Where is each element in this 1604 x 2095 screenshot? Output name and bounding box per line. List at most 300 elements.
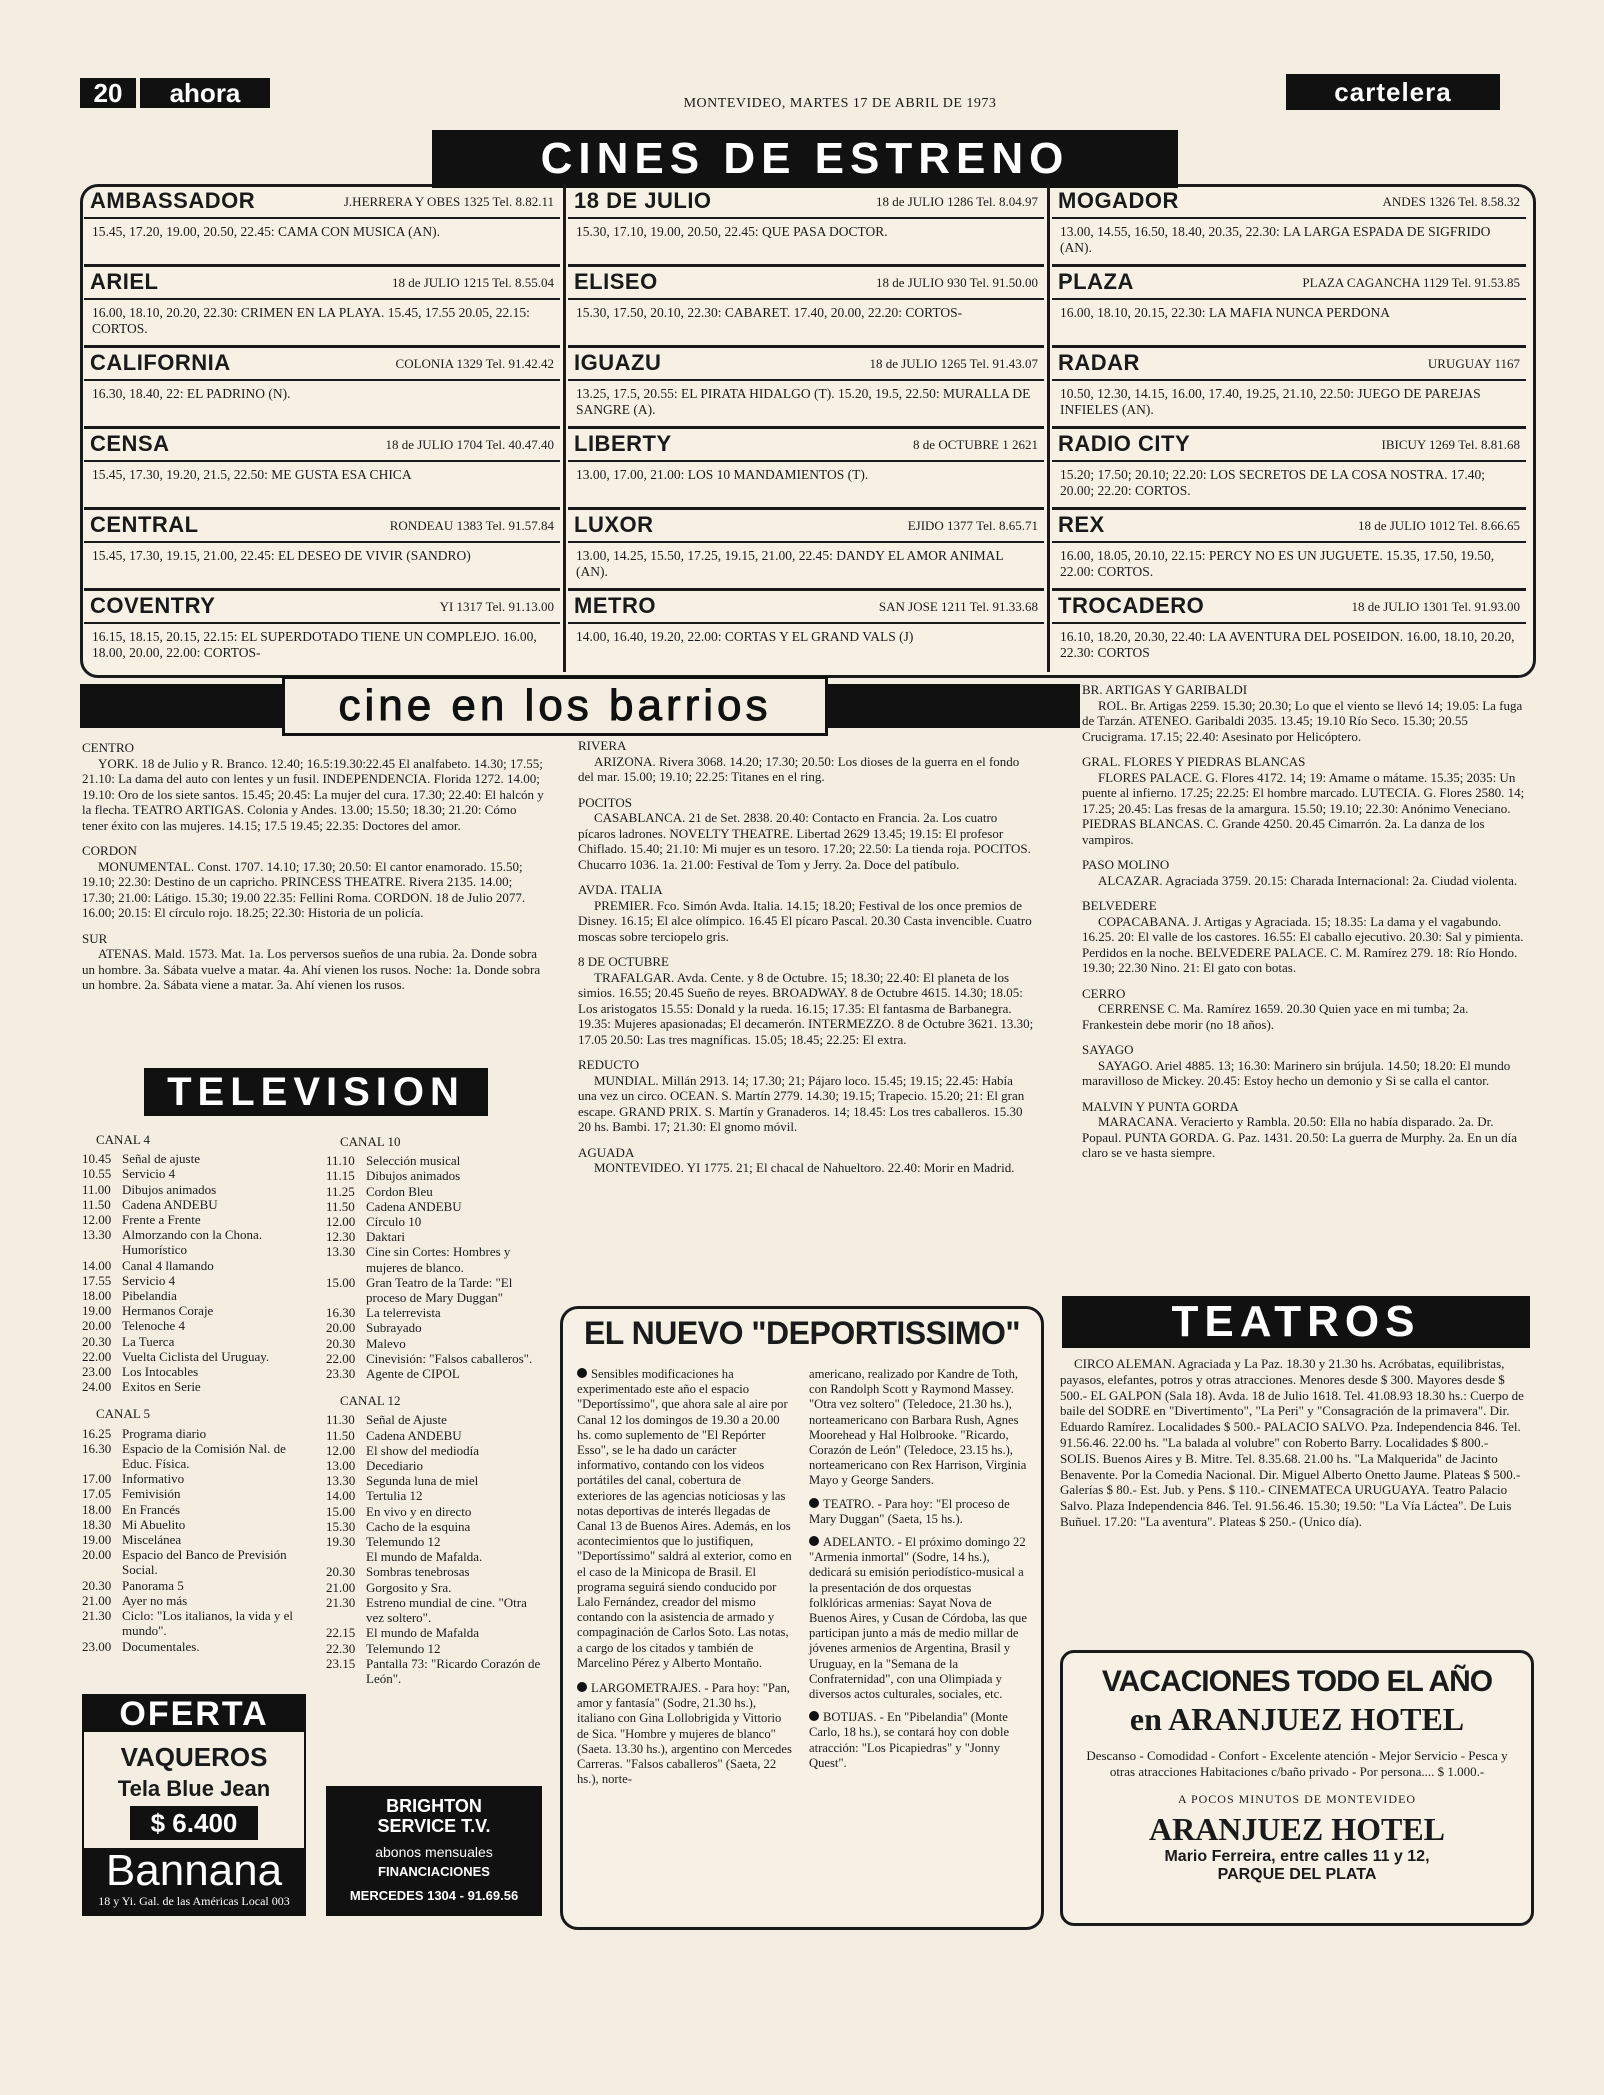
tv-schedule-row — [326, 1473, 542, 1488]
tv-time: 11.50 — [82, 1196, 111, 1212]
bullet-icon — [809, 1498, 819, 1508]
barrio-listing: MUNDIAL. Millán 2913. 14; 17.30; 21; Pájaro loco. 15.45; 19.15; 22.45: Había una vez un circo. OCEAN. S. Martín 2779. 14.30; 19.15; Trapecio. 15.20; 21: El gran escape. GRAND PRIX. S. Martín y Granaderos. 14; 18.45: Los tres caballeros. 15.30 20 hs. Bambi. 17; 21.30: El gnomo móvil. — [578, 1072, 1025, 1134]
cinema-showtimes: 16.00, 18.05, 20.10, 22.15: PERCY NO ES UN JUGUETE. 15.35, 17.50, 19.50, 22.00: CORTOS. — [1060, 548, 1495, 579]
barrio-listing: PREMIER. Fco. Simón Avda. Italia. 14.15; 18.20; Festival de los once premios de Disney. 16.15; El alce olímpico. 16.45 El pícaro Pascal. 20.30 Casta invencible. Cuatro moscas sobre terciopelo gris. — [578, 897, 1032, 944]
tv-schedule-row — [326, 1351, 542, 1366]
cinema-cell — [568, 510, 1044, 591]
cines-estreno-title: CINES DE ESTRENO — [432, 130, 1178, 188]
tv-schedule-row — [326, 1595, 542, 1625]
barrios-column-1 — [82, 740, 544, 1003]
tv-right-column — [326, 1128, 542, 1686]
tv-program: Cadena ANDEBU — [366, 1198, 462, 1214]
tv-time: 11.50 — [326, 1427, 355, 1443]
bullet-icon — [577, 1368, 587, 1378]
brighton-name: BRIGHTON — [386, 1796, 482, 1816]
tv-program: Segunda luna de miel — [366, 1473, 479, 1489]
tv-schedule-row — [326, 1336, 542, 1351]
deportissimo-continued: americano, realizado por Kandre de Toth, con Randolph Scott y Raymond Massey. "Otra vez soltero" (Teledoce, 21.30 hs.), norteamericano con Barbara Rush, Agnes Moorehead y Hal Holbrooke. "Ricardo, Corazón de León" (Teledoce, 23.15 hs.), norteamericano con Rex Harrison, Virginia Mayo y George Sanders. — [809, 1367, 1027, 1488]
tv-program: Hermanos Coraje — [122, 1303, 214, 1319]
tv-schedule-row — [326, 1184, 542, 1199]
tv-time: 16.30 — [82, 1440, 112, 1456]
cinema-showtimes: 15.20; 17.50; 20.10; 22.20: LOS SECRETOS DE LA COSA NOSTRA. 17.40; 20.00; 22.20: CORTOS. — [1060, 467, 1486, 498]
aranjuez-body: Descanso - Comodidad - Confort - Excelente atención - Mejor Servicio - Pesca y otras atracciones Habitaciones c/baño privado - Por persona.... $ 1.000.- — [1086, 1748, 1508, 1779]
tv-time — [326, 1549, 366, 1564]
tv-program: Señal de ajuste — [122, 1151, 200, 1167]
deportissimo-adelanto: ADELANTO. - El próximo domingo 22 "Armenia inmortal" (Sodre, 14 hs.), dedicará su emisión periodístico-musical a la presentación de dos orquestas folklóricas armenias: Sayat Nova de Buenos Aires, y Cusan de Córdoba, las que participan junto a más de medio millar de jóvenes armenios de Argentina, Brasil y Uruguay, en la "Semana de la Confraternidad", con una Olimpiada y diversos actos culturales, sociales, etc. — [809, 1535, 1027, 1702]
barrio-block — [1082, 682, 1530, 744]
tv-schedule-row — [82, 1593, 302, 1608]
tv-program: Cordon Bleu — [366, 1183, 433, 1199]
oferta-address: 18 y Yi. Gal. de las Américas Local 003 — [98, 1894, 290, 1908]
tv-schedule-row — [82, 1471, 302, 1486]
cinema-name: PLAZA — [1058, 269, 1134, 294]
barrio-heading: RIVERA — [578, 738, 627, 753]
tv-schedule-row — [326, 1656, 542, 1686]
tv-time: 24.00 — [82, 1379, 112, 1395]
tv-time: 10.45 — [82, 1151, 112, 1167]
tv-time: 22.30 — [326, 1640, 356, 1656]
tv-program: Miscelánea — [122, 1532, 182, 1548]
barrios-col3-list — [1082, 682, 1530, 1161]
barrios-column-3 — [1082, 682, 1530, 1171]
tv-time: 13.30 — [326, 1473, 356, 1489]
cinema-name: IGUAZU — [574, 350, 662, 375]
cinema-address: 18 de JULIO 930 Tel. 91.50.00 — [875, 275, 1038, 290]
barrio-listing: MARACANA. Veracierto y Rambla. 20.50: Ella no había disparado. 2a. Dr. Popaul. PUNTA GORDA. G. Paz. 1431. 20.50: La guerra de Murphy. 2a. En un día claro se ve hasta siempre. — [1082, 1114, 1517, 1160]
cinema-showtimes: 14.00, 16.40, 19.20, 22.00: CORTAS Y EL GRAND VALS (J) — [576, 629, 914, 644]
tv-time: 20.00 — [82, 1318, 112, 1334]
tv-time: 19.00 — [82, 1303, 112, 1319]
barrio-heading: REDUCTO — [578, 1057, 640, 1072]
tv-time: 22.15 — [326, 1625, 356, 1641]
cinema-name: REX — [1058, 512, 1105, 537]
tv-time: 23.00 — [82, 1638, 112, 1654]
cinema-cell — [84, 186, 560, 267]
cinema-cell-divider — [1052, 622, 1526, 624]
tv-program: Servicio 4 — [122, 1166, 176, 1182]
deportissimo-title: EL NUEVO "DEPORTISSIMO" — [583, 1315, 1021, 1351]
tv-program: La Tuerca — [122, 1333, 175, 1349]
cinema-name: LUXOR — [574, 512, 654, 537]
cinema-address: EJIDO 1377 Tel. 8.65.71 — [907, 518, 1038, 533]
cinema-name: ARIEL — [90, 269, 159, 294]
tv-program: Espacio del Banco de Previsión Social. — [122, 1547, 287, 1578]
barrio-heading: POCITOS — [578, 794, 632, 810]
cinema-cell — [84, 267, 560, 348]
tv-schedule-row — [326, 1366, 542, 1381]
barrio-listing: COPACABANA. J. Artigas y Agraciada. 15; 18.35: La dama y el vagabundo. 16.25. 20: El valle de los castores. 16.55: El caballo ejecutivo. 20.30: Sal y pimienta. Perdidos en la noche. BELVEDERE PALACE. C. M. Ramírez 279. 18: Río Hondo. 19.30; 22.30 Nino. 21: El gato con botas. — [1082, 913, 1524, 975]
cinema-name: MOGADOR — [1058, 188, 1179, 213]
tv-program: El show del mediodía — [366, 1442, 480, 1458]
tv-program: Daktari — [366, 1229, 405, 1245]
tv-program: Decediario — [366, 1458, 424, 1474]
tv-schedule-row — [326, 1244, 542, 1274]
cinema-name: CENTRAL — [90, 512, 199, 537]
tv-schedule-row — [326, 1275, 542, 1305]
barrio-listing: CERRENSE C. Ma. Ramírez 1659. 20.30 Quien yace en mi tumba; 2a. Frankestein debe morir (no 18 años). — [1082, 1001, 1469, 1032]
cinema-showtimes: 16.15, 18.15, 20.15, 22.15: EL SUPERDOTADO TIENE UN COMPLEJO. 16.00, 18.00, 20.00, 22.00: CORTOS- — [92, 629, 537, 660]
aranjuez-address-2: PARQUE DEL PLATA — [1217, 1866, 1377, 1883]
tv-schedule-row — [82, 1639, 302, 1654]
barrio-listing: MONUMENTAL. Const. 1707. 14.10; 17.30; 20.50: El cantor enamorado. 15.50; 19.10; 22.30: Destino de un capricho. PRINCESS THEATRE. Rivera 2135. 14.00; 17.30; 21.00: Látigo. 15.30; 19.00 22.35: Fellini Roma. CORDON. 18 de Julio 2077. 16.00; 20.15: El círculo rojo. 18.25; 22.30: Historia de un policía. — [82, 858, 526, 920]
barrio-listing: TRAFALGAR. Avda. Cente. y 8 de Octubre. 15; 18.30; 22.40: El planeta de los simios. 16.55; 20.45 Sueño de reyes. BROADWAY. 8 de Octubre 4615. 14.30; 18.05: Los aristogatos 15.55: Donald y la rueda. 16.15; 17.35: El fantasma de Barbanegra. 19.35: Mujeres apasionadas; El decamerón. INTERMEZZO. 8 de Octubre 3621. 13.30; 17.05 20.50: Las tres magníficas. 15.05; 18.45; 22.25: El extra. — [578, 969, 1034, 1047]
barrio-listing: FLORES PALACE. G. Flores 4172. 14; 19: Amame o mátame. 15.35; 2035: Un puente al infierno. 17.25; 22.25: El hombre marcado. LUTECIA. G. Flores 2580. 14; 17.25; 20.45: Las fresas de la amargura. 15.50; 19.10; 22.30: Anónimo Veneciano. PIEDRAS BLANCAS. C. Grande 4250. 20.45 Cimarrón. 2a. La danza de los vampiros. — [1082, 769, 1525, 847]
tv-time: 11.15 — [326, 1168, 355, 1184]
tv-program: Servicio 4 — [122, 1272, 176, 1288]
cinema-cell-divider — [84, 379, 560, 381]
oferta-price: $ 6.400 — [130, 1806, 258, 1840]
tv-program: Cadena ANDEBU — [366, 1427, 462, 1443]
tv-schedule-row — [82, 1197, 302, 1212]
barrio-block — [578, 795, 1034, 873]
tv-schedule-row — [82, 1273, 302, 1288]
tv-time: 13.00 — [326, 1458, 356, 1474]
tv-schedule-row — [326, 1564, 542, 1579]
tv-program: Gran Teatro de la Tarde: "El proceso de Mary Duggan" — [366, 1274, 513, 1306]
tv-time: 23.30 — [326, 1366, 356, 1382]
tv-schedule-row — [326, 1199, 542, 1214]
cinema-cell — [568, 186, 1044, 267]
tv-channel-heading: CANAL 10 — [340, 1134, 401, 1149]
cinema-cell — [1052, 186, 1526, 267]
bullet-icon — [809, 1711, 819, 1721]
cinema-showtimes: 15.45, 17.20, 19.00, 20.50, 22.45: CAMA CON MUSICA (AN). — [92, 224, 441, 239]
tv-time: 22.00 — [82, 1348, 112, 1364]
page-number: 20 — [80, 78, 136, 108]
deportissimo-botijas: BOTIJAS. - En "Pibelandia" (Monte Carlo, 18 hs.), se contará hoy con doble atracción: "Los Picapiedras" y "Jonny Quest". — [809, 1710, 1010, 1770]
tv-schedule-row — [326, 1443, 542, 1458]
cinema-cell-divider — [568, 298, 1044, 300]
cinema-name: CENSA — [90, 431, 170, 456]
cinema-cell — [84, 348, 560, 429]
barrio-block — [1082, 986, 1530, 1033]
tv-time: 22.00 — [326, 1350, 356, 1366]
barrio-heading: CERRO — [1082, 985, 1126, 1001]
tv-time: 17.55 — [82, 1272, 112, 1288]
tv-time: 19.30 — [326, 1534, 356, 1550]
deportissimo-largometrajes: LARGOMETRAJES. - Para hoy: "Pan, amor y fantasía" (Sodre, 21.30 hs.), italiano con Gina Lollobrigida y Vittorio de Sica. "Hombre y mujeres de blanco" (Saeta. 13.30 hs.), argentino con Mercedes Carreras. "Falsos caballeros" (Saeta, 22 hs.), norte- — [577, 1681, 792, 1787]
section-label: cartelera — [1286, 74, 1500, 110]
tv-program: El mundo de Mafalda — [366, 1625, 479, 1641]
cinema-cell-divider — [568, 217, 1044, 219]
cinema-address: 18 de JULIO 1012 Tel. 8.66.65 — [1357, 518, 1520, 533]
tv-program: En Francés — [122, 1501, 181, 1517]
brighton-ad — [326, 1786, 542, 1916]
tv-time: 23.15 — [326, 1655, 356, 1671]
tv-schedule-row — [326, 1168, 542, 1183]
tv-schedule-row — [82, 1502, 302, 1517]
barrio-block — [1082, 1099, 1530, 1161]
tv-program: Documentales. — [122, 1638, 200, 1654]
cinema-showtimes: 10.50, 12.30, 14.15, 16.00, 17.40, 19.25, 21.10, 22.50: JUEGO DE PAREJAS INFIELES (AN). — [1060, 386, 1481, 417]
tv-channel-heading: CANAL 4 — [96, 1132, 151, 1147]
barrios-col2-list — [578, 738, 1034, 1176]
barrio-listing: MONTEVIDEO. YI 1775. 21; El chacal de Nahueltoro. 22.40: Morir en Madrid. — [594, 1160, 1015, 1175]
tv-time: 16.30 — [326, 1305, 356, 1321]
cinema-address: 8 de OCTUBRE 1 2621 — [913, 437, 1038, 452]
tv-time: 15.00 — [326, 1274, 356, 1290]
cinema-showtimes: 15.30, 17.10, 19.00, 20.50, 22.45: QUE PASA DOCTOR. — [576, 224, 888, 239]
brighton-abonos: abonos mensuales — [375, 1844, 493, 1860]
tv-schedule-row — [82, 1532, 302, 1547]
tv-program: Señal de Ajuste — [366, 1412, 447, 1428]
aranjuez-en: en — [1129, 1701, 1162, 1737]
tv-program: Ayer no más — [122, 1592, 188, 1608]
cinema-showtimes: 13.00, 17.00, 21.00: LOS 10 MANDAMIENTOS (T). — [576, 467, 869, 482]
cinema-address: 18 de JULIO 1704 Tel. 40.47.40 — [385, 437, 554, 452]
oferta-brand-band — [84, 1848, 304, 1914]
barrio-block — [82, 843, 544, 921]
cinema-address: SAN JOSE 1211 Tel. 91.33.68 — [878, 599, 1038, 614]
cinema-address: 18 de JULIO 1286 Tel. 8.04.97 — [875, 194, 1038, 209]
cinema-cell-divider — [1052, 541, 1526, 543]
aranjuez-hotel-ad — [1060, 1650, 1534, 1926]
tv-program: Los Intocables — [122, 1364, 199, 1380]
barrio-block — [82, 740, 544, 833]
tv-schedule-row — [82, 1334, 302, 1349]
tv-channel-heading: CANAL 5 — [96, 1406, 151, 1422]
cinema-showtimes: 16.00, 18.10, 20.15, 22.30: LA MAFIA NUNCA PERDONA — [1060, 305, 1391, 320]
barrio-listing: ALCAZAR. Agraciada 3759. 20.15: Charada Internacional: 2a. Ciudad violenta. — [1098, 872, 1518, 888]
barrio-heading: BELVEDERE — [1082, 898, 1157, 913]
bullet-icon — [809, 1536, 819, 1546]
tv-time: 14.00 — [326, 1488, 356, 1504]
cinema-address: 18 de JULIO 1265 Tel. 91.43.07 — [869, 356, 1038, 371]
tv-schedule-row — [82, 1212, 302, 1227]
cinema-cell-divider — [84, 217, 560, 219]
cinema-showtimes: 13.00, 14.55, 16.50, 18.40, 20.35, 22.30: LA LARGA ESPADA DE SIGFRIDO (AN). — [1060, 224, 1491, 255]
tv-time: 20.30 — [326, 1335, 356, 1351]
tv-time: 12.30 — [326, 1229, 356, 1245]
deportissimo-teatro: TEATRO. - Para hoy: "El proceso de Mary Duggan" (Saeta, 15 hs.). — [809, 1496, 1010, 1526]
brighton-financiaciones: FINANCIACIONES — [378, 1864, 490, 1879]
tv-time: 14.00 — [82, 1257, 112, 1273]
tv-time: 21.00 — [326, 1579, 356, 1595]
cinema-cell-divider — [568, 622, 1044, 624]
tv-program: Gorgosito y Sra. — [366, 1579, 452, 1595]
cinema-name: CALIFORNIA — [90, 350, 231, 375]
tv-program: Cine sin Cortes: Hombres y mujeres de blanco. — [366, 1244, 511, 1275]
tv-time: 15.00 — [326, 1503, 356, 1519]
cinema-name: LIBERTY — [574, 431, 672, 456]
tv-schedule-row — [82, 1608, 302, 1638]
cinema-name: METRO — [574, 593, 656, 618]
tv-time: 11.10 — [326, 1153, 355, 1169]
tv-program: Cacho de la esquina — [366, 1518, 471, 1534]
tv-time: 20.00 — [82, 1547, 112, 1563]
tv-time: 18.30 — [82, 1516, 112, 1532]
cinema-address: ANDES 1326 Tel. 8.58.32 — [1382, 194, 1520, 209]
barrio-listing: ROL. Br. Artigas 2259. 15.30; 20.30; Lo que el viento se llevó 14; 19.05: La fuga de Tarzán. ATENEO. Garibaldi 2035. 13.45; 19.10 Río Seco. 15.30; 20.55 Crucigrama. 17.15; 22.40: Asesinato por Helicóptero. — [1082, 697, 1523, 744]
tv-schedule-row — [82, 1349, 302, 1364]
tv-program: Sombras tenebrosas — [366, 1564, 470, 1580]
tv-schedule-row — [326, 1580, 542, 1595]
cinema-cell — [568, 348, 1044, 429]
barrio-block — [578, 1145, 1034, 1176]
barrio-listing: SAYAGO. Ariel 4885. 13; 16.30: Marinero sin brújula. 14.50; 18.20: El mundo maravilloso de Mickey. 20.45: Estoy hecho un demonio y Si se calla el cantor. — [1082, 1057, 1511, 1088]
tv-schedule-row — [82, 1288, 302, 1303]
barrio-block — [1082, 857, 1530, 888]
tv-program: Telemundo 12 — [366, 1640, 441, 1656]
cinema-cell-divider — [1052, 460, 1526, 462]
cinema-showtimes: 13.00, 14.25, 15.50, 17.25, 19.15, 21.00, 22.45: DANDY EL AMOR ANIMAL (AN). — [576, 548, 1004, 579]
barrio-heading: MALVIN Y PUNTA GORDA — [1082, 1098, 1239, 1114]
tv-time: 20.30 — [82, 1577, 112, 1593]
barrio-listing: YORK. 18 de Julio y R. Branco. 12.40; 16.5:19.30:22.45 El analfabeto. 14.30; 17.55; 21.10: La dama del auto con lentes y un fusil. INDEPENDENCIA. Florida 1272. 14.00; 19.10: Oro de los siete santos. 15.45; 20.45: La mujer del cura. 17.30; 22.40: El halcón y la flecha. TEATRO ARTIGAS. Colonia y Andes. 13.00; 15.50; 18.30; 21.20: Cómo tener éxito con las mujeres. 14.15; 17.5 19.45; 22.35: Doctores del amor. — [82, 755, 544, 833]
tv-schedule-row — [82, 1303, 302, 1318]
tv-schedule-row — [326, 1428, 542, 1443]
cinema-address: PLAZA CAGANCHA 1129 Tel. 91.53.85 — [1302, 275, 1520, 290]
tv-program: En vivo y en directo — [366, 1503, 472, 1519]
tv-program: Telemundo 12 — [366, 1534, 441, 1550]
barrio-heading: PASO MOLINO — [1082, 857, 1170, 872]
cinema-address: IBICUY 1269 Tel. 8.81.68 — [1381, 437, 1520, 452]
barrio-block — [578, 1057, 1034, 1135]
tv-program: Subrayado — [366, 1320, 422, 1336]
tv-program: Dibujos animados — [122, 1181, 217, 1197]
cinema-cell-divider — [568, 460, 1044, 462]
brighton-address: MERCEDES 1304 - 91.69.56 — [349, 1888, 519, 1903]
cinema-showtimes: 15.45, 17.30, 19.15, 21.00, 22.45: EL DESEO DE VIVIR (SANDRO) — [92, 548, 471, 563]
cinema-cell — [568, 591, 1044, 672]
oferta-tela: Tela Blue Jean — [117, 1776, 271, 1801]
cinema-cell-divider — [1052, 298, 1526, 300]
tv-schedule-row — [82, 1318, 302, 1333]
tv-schedule-row — [82, 1258, 302, 1273]
tv-program: Tertulia 12 — [366, 1488, 423, 1504]
tv-program: Espacio de la Comisión Nal. de Educ. Física. — [122, 1440, 286, 1472]
cinema-showtimes: 13.25, 17.5, 20.55: EL PIRATA HIDALGO (T). 15.20, 19.5, 22.50: MURALLA DE SANGRE (A). — [576, 386, 1031, 417]
barrio-block — [578, 954, 1034, 1047]
cines-grid — [80, 184, 1536, 676]
tv-program: El mundo de Mafalda. — [366, 1549, 483, 1565]
barrio-block — [578, 738, 1034, 785]
tv-program: Pibelandia — [122, 1288, 177, 1304]
cinema-name: RADIO CITY — [1058, 431, 1191, 456]
tv-program: Femivisión — [122, 1486, 181, 1502]
cinema-cell — [568, 429, 1044, 510]
cinema-showtimes: 15.30, 17.50, 20.10, 22.30: CABARET. 17.40, 20.00, 22.20: CORTOS- — [576, 305, 963, 320]
barrio-block — [1082, 898, 1530, 976]
aranjuez-tagline: A POCOS MINUTOS DE MONTEVIDEO — [1177, 1792, 1417, 1806]
brighton-service: SERVICE T.V. — [377, 1816, 491, 1836]
tv-program: Agente de CIPOL — [366, 1366, 460, 1382]
publication-name: ahora — [140, 78, 270, 108]
tv-time: 20.30 — [326, 1564, 356, 1580]
cinema-cell-divider — [84, 460, 560, 462]
cinema-address: 18 de JULIO 1215 Tel. 8.55.04 — [391, 275, 554, 290]
tv-time: 18.00 — [82, 1288, 112, 1304]
cinema-cell — [1052, 510, 1526, 591]
barrio-heading: CENTRO — [82, 740, 134, 755]
tv-program: Pantalla 73: "Ricardo Corazón de León". — [366, 1655, 541, 1686]
tv-program: Mi Abuelito — [122, 1516, 186, 1532]
oferta-vaqueros: VAQUEROS — [120, 1742, 268, 1772]
barrio-heading: SAYAGO — [1082, 1042, 1134, 1057]
tv-schedule-row — [82, 1151, 302, 1166]
tv-schedule-row — [326, 1229, 542, 1244]
barrio-block — [82, 931, 544, 993]
tv-time: 11.30 — [326, 1412, 355, 1428]
tv-schedule-row — [326, 1412, 542, 1427]
cinema-showtimes: 15.45, 17.30, 19.20, 21.5, 22.50: ME GUSTA ESA CHICA — [92, 467, 412, 482]
tv-program: Vuelta Ciclista del Uruguay. — [122, 1348, 270, 1364]
tv-schedule-row — [326, 1214, 542, 1229]
tv-time: 11.50 — [326, 1198, 355, 1214]
tv-schedule-row — [326, 1305, 542, 1320]
tv-time: 15.30 — [326, 1518, 356, 1534]
cinema-cell-divider — [568, 379, 1044, 381]
tv-schedule-row — [82, 1426, 302, 1441]
tv-time: 12.00 — [82, 1212, 112, 1228]
tv-schedule-row — [326, 1153, 542, 1168]
barrios-column-2 — [578, 738, 1034, 1186]
cinema-cell — [1052, 429, 1526, 510]
tv-program: Estreno mundial de cine. "Otra vez soltero". — [366, 1594, 527, 1626]
tv-time: 13.30 — [82, 1227, 112, 1243]
tv-schedule-row — [82, 1227, 302, 1257]
tv-time: 20.30 — [82, 1333, 112, 1349]
tv-time: 19.00 — [82, 1532, 112, 1548]
oferta-heading: OFERTA — [84, 1696, 304, 1732]
tv-time: 11.25 — [326, 1183, 355, 1199]
cinema-cell — [568, 267, 1044, 348]
tv-schedule-row — [82, 1379, 302, 1394]
aranjuez-hotel-name-1: ARANJUEZ HOTEL — [1168, 1701, 1465, 1737]
tv-time: 20.00 — [326, 1320, 356, 1336]
tv-time: 23.00 — [82, 1364, 112, 1380]
dateline: MONTEVIDEO, MARTES 17 DE ABRIL DE 1973 — [683, 96, 997, 111]
cinema-name: RADAR — [1058, 350, 1140, 375]
tv-time: 17.05 — [82, 1486, 112, 1502]
tv-schedule-row — [82, 1364, 302, 1379]
tv-time: 12.00 — [326, 1442, 356, 1458]
tv-left-column — [82, 1126, 302, 1654]
cinema-cell — [1052, 267, 1526, 348]
bullet-icon — [577, 1682, 587, 1692]
tv-program: Panorama 5 — [122, 1577, 184, 1593]
aranjuez-headline: VACACIONES TODO EL AÑO — [1101, 1665, 1493, 1698]
cinema-cell — [84, 429, 560, 510]
cinema-cell — [1052, 348, 1526, 429]
column-divider — [563, 184, 566, 672]
tv-schedule-row — [82, 1182, 302, 1197]
barrio-block — [578, 882, 1034, 944]
cinema-address: 18 de JULIO 1301 Tel. 91.93.00 — [1351, 599, 1520, 614]
cinema-cell-divider — [1052, 217, 1526, 219]
cinema-cell-divider — [84, 298, 560, 300]
deportissimo-col2 — [809, 1367, 1027, 1771]
tv-schedule-row — [326, 1534, 542, 1549]
tv-schedule-row — [82, 1486, 302, 1501]
barrio-listing: ARIZONA. Rivera 3068. 14.20; 17.30; 20.50: Los dioses de la guerra en el fondo del mar. 15.00; 19.10; 22.25: Titanes en el ring. — [578, 753, 1020, 784]
tv-time: 21.00 — [82, 1592, 112, 1608]
aranjuez-address-1: Mario Ferreira, entre calles 11 y 12, — [1164, 1848, 1430, 1865]
tv-program: Dibujos animados — [366, 1168, 461, 1184]
cinema-showtimes: 16.10, 18.20, 20.30, 22.40: LA AVENTURA DEL POSEIDON. 16.00, 18.10, 20.20, 22.30: CORTOS — [1060, 629, 1515, 660]
tv-schedule-row — [82, 1441, 302, 1471]
barrio-heading: SUR — [82, 930, 108, 946]
cinema-address: URUGUAY 1167 — [1427, 356, 1520, 371]
barrios-title: cine en los barrios — [282, 676, 828, 736]
tv-time: 21.30 — [82, 1608, 112, 1624]
tv-schedule-row — [326, 1519, 542, 1534]
cinema-cell-divider — [84, 622, 560, 624]
tv-schedule-row — [82, 1166, 302, 1181]
barrio-block — [1082, 1042, 1530, 1089]
tv-schedule-row — [82, 1517, 302, 1532]
cinema-address: RONDEAU 1383 Tel. 91.57.84 — [389, 518, 554, 533]
